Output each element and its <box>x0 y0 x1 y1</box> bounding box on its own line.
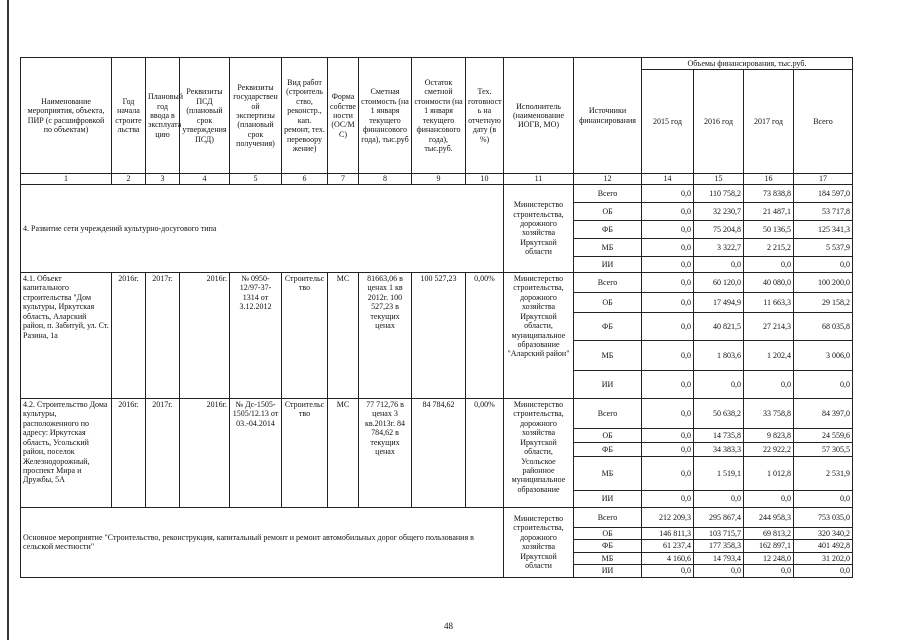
object-ownership: МС <box>328 272 359 398</box>
object-remaining: 84 784,62 <box>412 398 466 507</box>
colnum: 9 <box>412 174 466 184</box>
value-cell: 11 663,3 <box>744 292 794 312</box>
value-cell: 4 160,6 <box>642 552 694 564</box>
source-cell: МБ <box>574 456 642 490</box>
header-sources: Источники финансирования <box>574 58 642 174</box>
value-cell: 0,0 <box>694 370 744 398</box>
object-name: 4.1. Объект капитального строительства "Дом культуры, Иркутская область, Аларский район, п. Забитуй, ул. Ст. Разина, 1а <box>21 272 112 398</box>
financing-table <box>20 57 853 578</box>
value-cell: 146 811,3 <box>642 527 694 539</box>
colnum: 10 <box>466 174 504 184</box>
value-cell: 0,0 <box>794 565 853 577</box>
value-cell: 0,0 <box>744 565 794 577</box>
colnum: 7 <box>328 174 359 184</box>
value-cell: 0,0 <box>694 565 744 577</box>
object-start-year: 2016г. <box>112 398 146 507</box>
object-cost: 81663,06 в ценах 1 кв 2012г. 100 527,23 в текущих ценах <box>359 272 412 398</box>
main-activity-executor: Министерство строительства, дорожного хозяйства Иркутской области <box>504 507 574 577</box>
object-psd: 2016г. <box>180 398 230 507</box>
value-cell: 40 080,0 <box>744 272 794 292</box>
header-2017: 2017 год <box>744 70 794 174</box>
object-work-type: Строительс тво <box>282 398 328 507</box>
header-2015: 2015 год <box>642 70 694 174</box>
source-cell: Всего <box>574 398 642 428</box>
object-executor: Министерство строительства, дорожного хозяйства Иркутской области, Усольское районное муниципальное образование <box>504 398 574 507</box>
source-cell: ИИ <box>574 370 642 398</box>
colnum: 4 <box>180 174 230 184</box>
source-cell: МБ <box>574 340 642 370</box>
value-cell: 17 494,9 <box>694 292 744 312</box>
colnum: 3 <box>146 174 180 184</box>
object-ownership: МС <box>328 398 359 507</box>
value-cell: 0,0 <box>642 442 694 456</box>
value-cell: 0,0 <box>694 490 744 507</box>
object-remaining: 100 527,23 <box>412 272 466 398</box>
object-work-type: Строительс тво <box>282 272 328 398</box>
table-row <box>21 398 853 428</box>
value-cell: 75 204,8 <box>694 220 744 238</box>
value-cell: 40 821,5 <box>694 312 744 340</box>
value-cell: 0,0 <box>642 312 694 340</box>
object-start-year: 2016г. <box>112 272 146 398</box>
value-cell: 0,0 <box>642 184 694 202</box>
header-readiness: Тех. готовност ь на отчетную дату (в %) <box>466 58 504 174</box>
value-cell: 184 597,0 <box>794 184 853 202</box>
value-cell: 177 358,3 <box>694 540 744 552</box>
value-cell: 0,0 <box>642 272 694 292</box>
object-executor: Министерство строительства, дорожного хозяйства Иркутской области, муниципальное образование "Аларский район" <box>504 272 574 398</box>
colnum: 16 <box>744 174 794 184</box>
header-executor: Исполнитель (наименование ИОГВ, МО) <box>504 58 574 174</box>
value-cell: 0,0 <box>794 370 853 398</box>
value-cell: 61 237,4 <box>642 540 694 552</box>
colnum: 8 <box>359 174 412 184</box>
header-plan-year: Плановый год ввода в эксплуата цию <box>146 58 180 174</box>
value-cell: 0,0 <box>642 398 694 428</box>
source-cell: Всего <box>574 507 642 527</box>
value-cell: 24 559,6 <box>794 428 853 442</box>
value-cell: 295 867,4 <box>694 507 744 527</box>
source-cell: МБ <box>574 552 642 564</box>
source-cell: ОБ <box>574 202 642 220</box>
source-cell: ФБ <box>574 540 642 552</box>
value-cell: 1 803,6 <box>694 340 744 370</box>
colnum: 6 <box>282 174 328 184</box>
source-cell: ИИ <box>574 565 642 577</box>
table-row <box>21 184 853 202</box>
header-2016: 2016 год <box>694 70 744 174</box>
object-readiness: 0,00% <box>466 398 504 507</box>
object-end-year: 2017г. <box>146 272 180 398</box>
value-cell: 68 035,8 <box>794 312 853 340</box>
header-cost: Сметная стоимость (на 1 января текущего финансового года), тыс.руб <box>359 58 412 174</box>
value-cell: 5 537,9 <box>794 238 853 256</box>
value-cell: 0,0 <box>794 490 853 507</box>
value-cell: 31 202,0 <box>794 552 853 564</box>
object-expertise: № Дс-1505-1505/12.13 от 03.-04.2014 <box>230 398 282 507</box>
value-cell: 69 813,2 <box>744 527 794 539</box>
value-cell: 125 341,3 <box>794 220 853 238</box>
value-cell: 0,0 <box>642 202 694 220</box>
object-psd: 2016г. <box>180 272 230 398</box>
value-cell: 0,0 <box>642 490 694 507</box>
value-cell: 0,0 <box>744 370 794 398</box>
header-work-type: Вид работ (строитель ство, реконстр., кап. ремонт, тех. перевоору жение) <box>282 58 328 174</box>
value-cell: 1 519,1 <box>694 456 744 490</box>
source-cell: ИИ <box>574 256 642 272</box>
value-cell: 212 209,3 <box>642 507 694 527</box>
object-expertise: № 0950-12/97-37-1314 от 3.12.2012 <box>230 272 282 398</box>
object-cost: 77 712,76 в ценах 3 кв.2013г. 84 784,62 в текущих ценах <box>359 398 412 507</box>
value-cell: 0,0 <box>642 220 694 238</box>
object-readiness: 0,00% <box>466 272 504 398</box>
header-name: Наименование мероприятия, объекта, ПИР (с расшифровкой по объектам) <box>21 58 112 174</box>
value-cell: 162 897,1 <box>744 540 794 552</box>
header-psd: Реквизиты ПСД (плановый срок утверждения ПСД) <box>180 58 230 174</box>
colnum: 11 <box>504 174 574 184</box>
colnum: 12 <box>574 174 642 184</box>
scan-edge-line <box>7 0 9 640</box>
value-cell: 1 012,8 <box>744 456 794 490</box>
value-cell: 0,0 <box>744 490 794 507</box>
value-cell: 34 383,3 <box>694 442 744 456</box>
value-cell: 14 793,4 <box>694 552 744 564</box>
header-volumes: Объемы финансирования, тыс.руб. <box>642 58 853 70</box>
value-cell: 9 823,8 <box>744 428 794 442</box>
main-activity-title: Основное мероприятие "Строительство, реконструкция, капитальный ремонт и ремонт автомобильных дорог общего пользования в сельской местности" <box>21 507 504 577</box>
value-cell: 0,0 <box>694 256 744 272</box>
colnum: 2 <box>112 174 146 184</box>
header-ownership: Форма собстве ности (ОС/М С) <box>328 58 359 174</box>
value-cell: 0,0 <box>642 428 694 442</box>
object-end-year: 2017г. <box>146 398 180 507</box>
value-cell: 0,0 <box>642 456 694 490</box>
value-cell: 0,0 <box>794 256 853 272</box>
value-cell: 60 120,0 <box>694 272 744 292</box>
value-cell: 27 214,3 <box>744 312 794 340</box>
value-cell: 2 215,2 <box>744 238 794 256</box>
source-cell: МБ <box>574 238 642 256</box>
value-cell: 21 487,1 <box>744 202 794 220</box>
table-row <box>21 272 853 292</box>
colnum: 15 <box>694 174 744 184</box>
value-cell: 753 035,0 <box>794 507 853 527</box>
value-cell: 244 958,3 <box>744 507 794 527</box>
source-cell: ФБ <box>574 312 642 340</box>
source-cell: Всего <box>574 272 642 292</box>
value-cell: 84 397,0 <box>794 398 853 428</box>
value-cell: 0,0 <box>642 238 694 256</box>
source-cell: ОБ <box>574 527 642 539</box>
source-cell: Всего <box>574 184 642 202</box>
value-cell: 0,0 <box>642 292 694 312</box>
value-cell: 0,0 <box>642 565 694 577</box>
value-cell: 3 322,7 <box>694 238 744 256</box>
value-cell: 2 531,9 <box>794 456 853 490</box>
colnum: 14 <box>642 174 694 184</box>
value-cell: 0,0 <box>744 256 794 272</box>
value-cell: 100 200,0 <box>794 272 853 292</box>
section-title: 4. Развитие сети учреждений культурно-досугового типа <box>21 184 504 272</box>
colnum: 5 <box>230 174 282 184</box>
value-cell: 32 230,7 <box>694 202 744 220</box>
source-cell: ИИ <box>574 490 642 507</box>
value-cell: 103 715,7 <box>694 527 744 539</box>
value-cell: 0,0 <box>642 370 694 398</box>
value-cell: 401 492,8 <box>794 540 853 552</box>
source-cell: ФБ <box>574 442 642 456</box>
section-executor: Министерство строительства, дорожного хозяйства Иркутской области <box>504 184 574 272</box>
column-number-row <box>21 174 853 184</box>
source-cell: ОБ <box>574 292 642 312</box>
source-cell: ФБ <box>574 220 642 238</box>
colnum: 17 <box>794 174 853 184</box>
object-name: 4.2. Строительство Дома культуры, расположенного по адресу: Иркутская область, Усольский район, поселок Железнодорожный, проспект Мира и Дружбы, 5А <box>21 398 112 507</box>
value-cell: 12 248,0 <box>744 552 794 564</box>
value-cell: 1 202,4 <box>744 340 794 370</box>
header-total: Всего <box>794 70 853 174</box>
value-cell: 29 158,2 <box>794 292 853 312</box>
page-number: 48 <box>444 621 453 631</box>
header-start-year: Год начала строите льства <box>112 58 146 174</box>
value-cell: 57 305,5 <box>794 442 853 456</box>
value-cell: 320 340,2 <box>794 527 853 539</box>
value-cell: 14 735,8 <box>694 428 744 442</box>
value-cell: 0,0 <box>642 340 694 370</box>
value-cell: 0,0 <box>642 256 694 272</box>
value-cell: 22 922,2 <box>744 442 794 456</box>
value-cell: 3 006,0 <box>794 340 853 370</box>
value-cell: 53 717,8 <box>794 202 853 220</box>
value-cell: 50 136,5 <box>744 220 794 238</box>
colnum: 1 <box>21 174 112 184</box>
value-cell: 73 838,8 <box>744 184 794 202</box>
header-expertise: Реквизиты государствен ой экспертизы (плановый срок получения) <box>230 58 282 174</box>
source-cell: ОБ <box>574 428 642 442</box>
header-remaining: Остаток сметной стоимости (на 1 января текущего финансового года), тыс.руб. <box>412 58 466 174</box>
value-cell: 33 758,8 <box>744 398 794 428</box>
value-cell: 50 638,2 <box>694 398 744 428</box>
table-row <box>21 507 853 527</box>
value-cell: 110 758,2 <box>694 184 744 202</box>
